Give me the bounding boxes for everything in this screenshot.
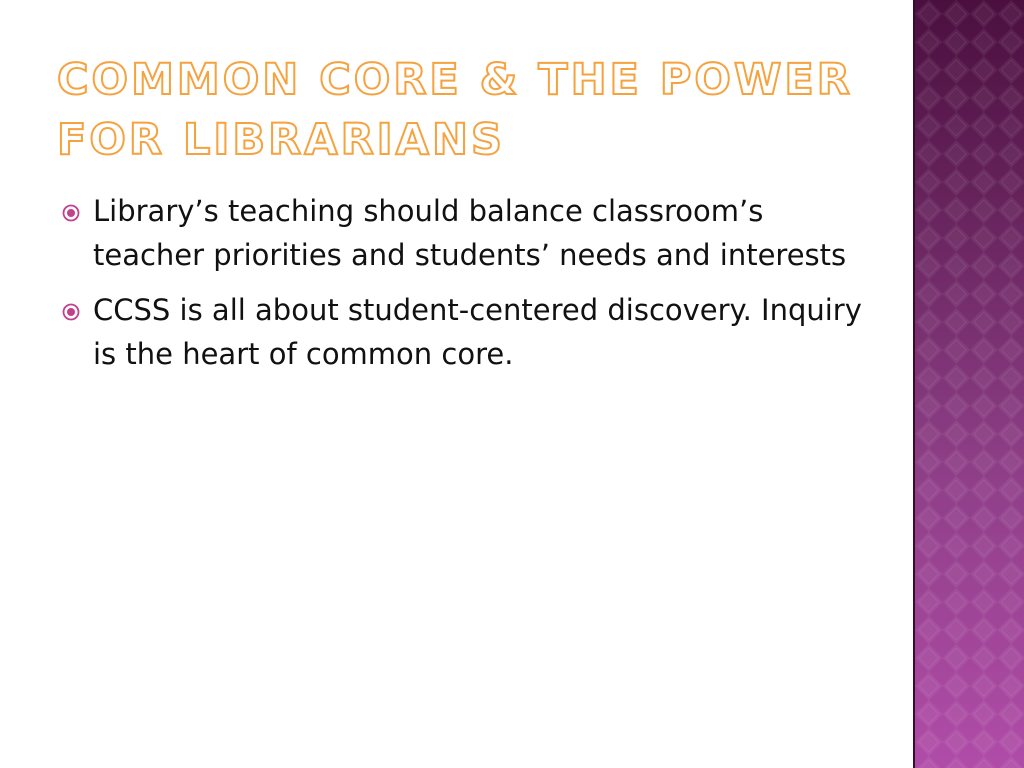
target-bullet-icon xyxy=(62,204,80,222)
bullet-item xyxy=(62,289,882,376)
bullet-text: Library’s teaching should balance classroom’s teacher priorities and students’ needs and interests xyxy=(93,194,847,272)
target-bullet-icon xyxy=(62,303,80,321)
bullet-text: CCSS is all about student-centered discovery. Inquiry is the heart of common core. xyxy=(93,293,862,371)
decorative-side-band xyxy=(913,0,1024,768)
bullet-list xyxy=(62,190,882,388)
slide-title: COMMON CORE & THE POWER FOR LIBRARIANS xyxy=(57,55,853,165)
bullet-item xyxy=(62,190,882,277)
diamond-pattern xyxy=(915,0,1024,768)
